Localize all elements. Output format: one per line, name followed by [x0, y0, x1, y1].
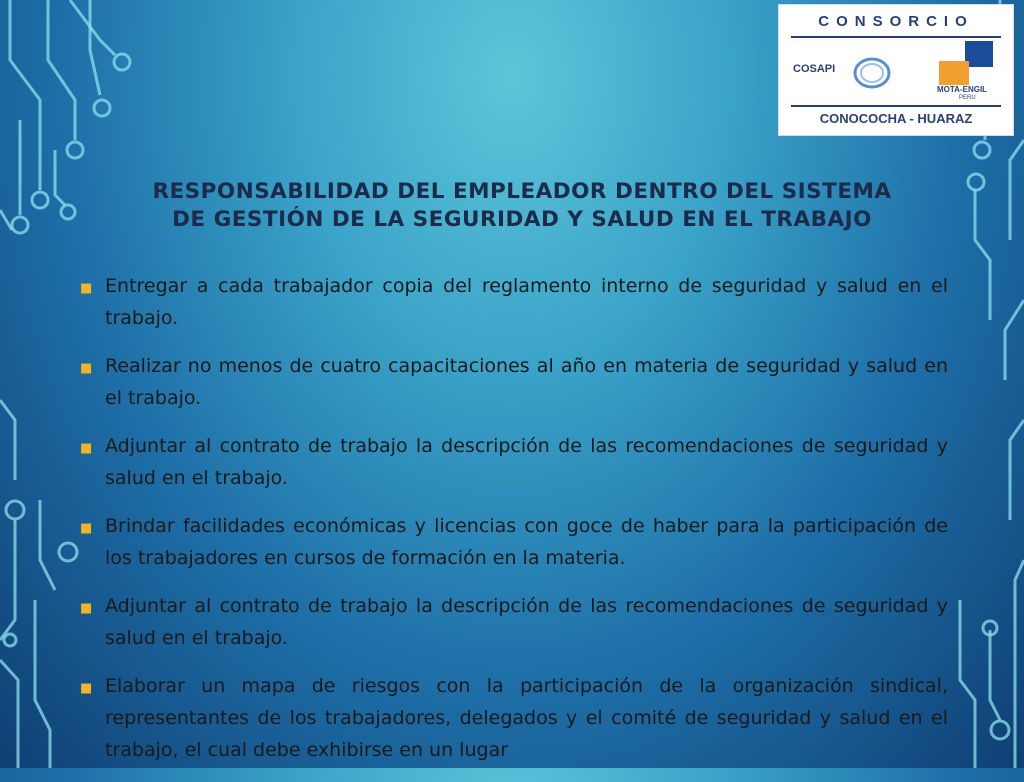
slide-title-line-1: RESPONSABILIDAD DEL EMPLEADOR DENTRO DEL SISTEMA: [152, 179, 892, 204]
logo-divider-top: [791, 36, 1001, 38]
list-item: [80, 270, 948, 334]
square-bullet-icon: ■: [80, 601, 93, 616]
logo-title: CONSORCIO: [818, 13, 974, 30]
slide-title-line-2: DE GESTIÓN DE LA SEGURIDAD Y SALUD EN EL TRABAJO: [172, 207, 872, 232]
list-item: [80, 430, 948, 494]
mota-engil-orange-square: [939, 61, 969, 85]
cosapi-ring-icon: [851, 55, 893, 91]
cosapi-label: COSAPI: [793, 63, 836, 75]
list-item-text: Brindar facilidades económicas y licencias con goce de haber para la participación de los trabajadores en cursos de formación en la materia.: [105, 515, 948, 569]
logo-project-name: CONOCOCHA - HUARAZ: [819, 111, 973, 126]
list-item-text: Elaborar un mapa de riesgos con la participación de la organización sindical, representantes de los trabajadores, delegados y el comité de seguridad y salud en el trabajo, el cual debe exhibirse en un lugar: [105, 675, 948, 761]
square-bullet-icon: ■: [80, 441, 93, 456]
square-bullet-icon: ■: [80, 521, 93, 536]
list-item-text: Adjuntar al contrato de trabajo la descripción de las recomendaciones de seguridad y salud en el trabajo.: [105, 595, 948, 649]
list-item-text: Realizar no menos de cuatro capacitaciones al año en materia de seguridad y salud en el trabajo.: [105, 355, 948, 409]
mota-engil-label: MOTA-ENGIL: [937, 85, 988, 94]
list-item: [80, 510, 948, 574]
list-item-text: Adjuntar al contrato de trabajo la descripción de las recomendaciones de seguridad y salud en el trabajo.: [105, 435, 948, 489]
mota-engil-sublabel: PERU: [959, 95, 976, 101]
square-bullet-icon: ■: [80, 281, 93, 296]
list-item: [80, 590, 948, 654]
list-item-text: Entregar a cada trabajador copia del reglamento interno de seguridad y salud en el trabajo.: [105, 275, 948, 329]
square-bullet-icon: ■: [80, 681, 93, 696]
responsibilities-list: [80, 270, 948, 782]
list-item: [80, 350, 948, 414]
slide-title: [80, 178, 964, 234]
logo-divider-bottom: [791, 105, 1001, 107]
list-item: [80, 670, 948, 766]
consorcio-logo: [778, 4, 1014, 136]
square-bullet-icon: ■: [80, 361, 93, 376]
mota-engil-blue-square: [965, 41, 993, 67]
